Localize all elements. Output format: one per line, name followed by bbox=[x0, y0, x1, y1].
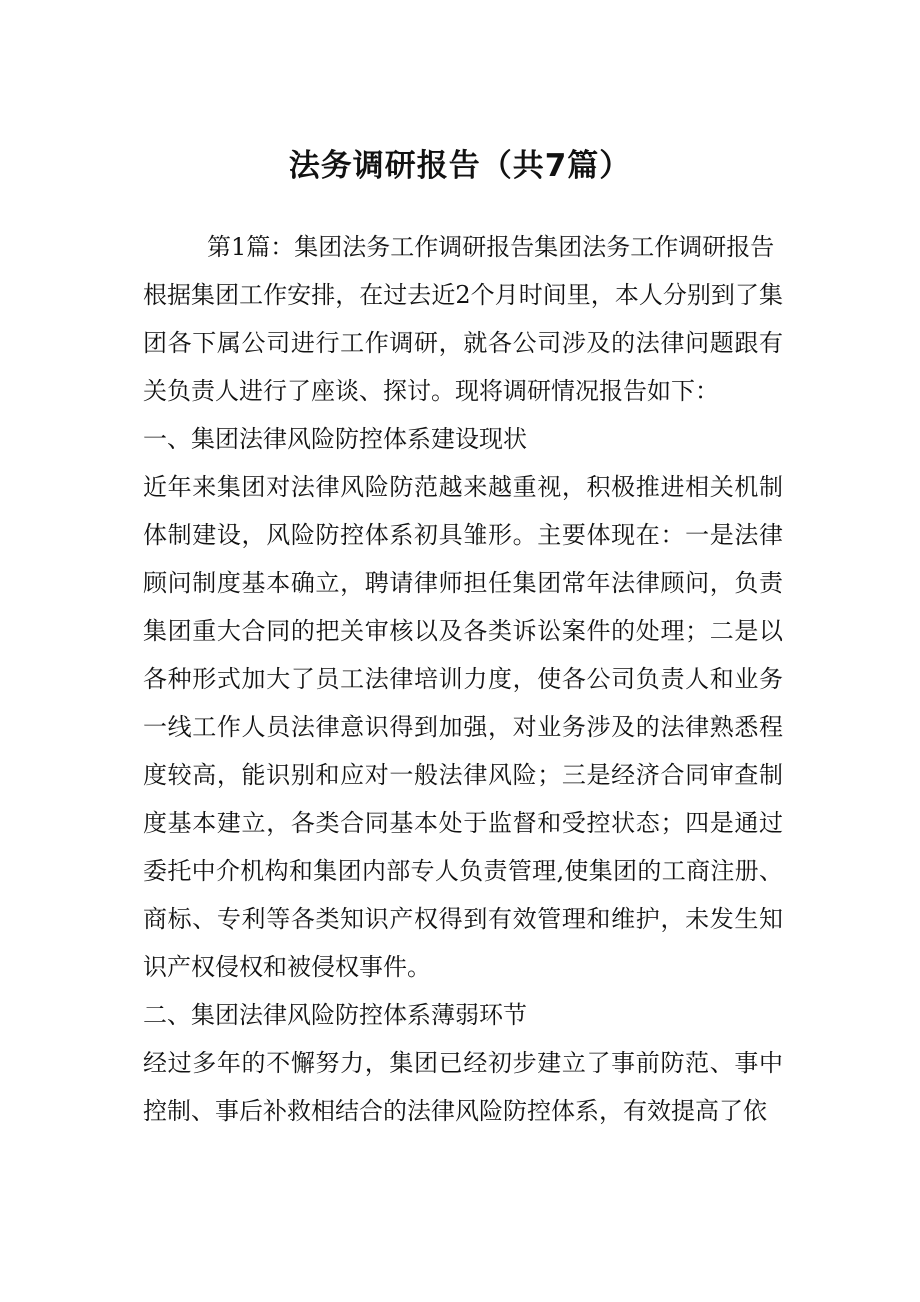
document-body bbox=[143, 223, 783, 1135]
paragraph-status: 近年来集团对法律风险防范越来越重视，积极推进相关机制体制建设，风险防控体系初具雏形。主要体现在：一是法律顾问制度基本确立，聘请律师担任集团常年法律顾问，负责集团重大合同的把关审核以及各类诉讼案件的处理；二是以各种形式加大了员工法律培训力度，使各公司负责人和业务一线工作人员法律意识得到加强，对业务涉及的法律熟悉程度较高，能识别和应对一般法律风险；三是经济合同审查制度基本建立，各类合同基本处于监督和受控状态；四是通过委托中介机构和集团内部专人负责管理,使集团的工商注册、商标、专利等各类知识产权得到有效管理和维护，未发生知识产权侵权和被侵权事件。 bbox=[143, 473, 783, 981]
section-heading-weaknesses: 二、集团法律风险防控体系薄弱环节 bbox=[143, 1001, 527, 1029]
section-heading-status: 一、集团法律风险防控体系建设现状 bbox=[143, 425, 527, 453]
paragraph-article-heading: 第1篇：集团法务工作调研报告集团法务工作调研报告 bbox=[207, 233, 775, 261]
document-title: 法务调研报告（共7篇） bbox=[288, 148, 632, 184]
paragraph-weaknesses: 经过多年的不懈努力，集团已经初步建立了事前防范、事中控制、事后补救相结合的法律风险防控体系，有效提高了依 bbox=[143, 1049, 783, 1125]
paragraph-intro: 根据集团工作安排，在过去近2个月时间里，本人分别到了集团各下属公司进行工作调研，就各公司涉及的法律问题跟有关负责人进行了座谈、探讨。现将调研情况报告如下： bbox=[143, 281, 783, 405]
